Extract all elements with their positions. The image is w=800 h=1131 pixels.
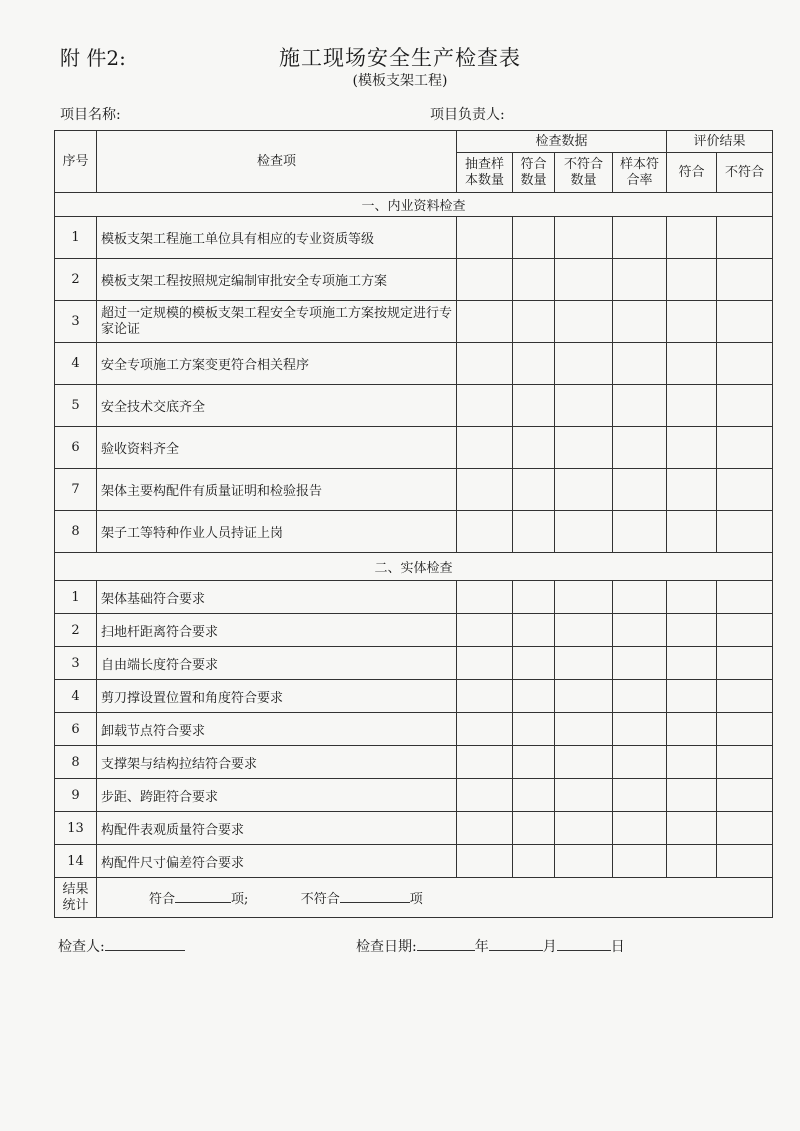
header-conform-rate-line1: 样本符 [620,156,660,172]
table-row [55,845,773,878]
cell-eval-conform[interactable] [667,301,717,343]
summary-nonconform-suffix: 项 [409,892,423,907]
cell-sample-count[interactable] [457,511,513,553]
cell-eval-nonconform[interactable] [717,427,773,469]
summary-label [55,878,97,918]
table-row [55,812,773,845]
cell-eval-nonconform[interactable] [717,343,773,385]
row-item: 验收资料齐全 [97,427,457,469]
header-nonconform-count-line2: 数量 [570,172,597,188]
cell-sample-count[interactable] [457,614,513,647]
cell-nonconform-count[interactable] [555,343,613,385]
cell-eval-conform[interactable] [667,259,717,301]
month-label: 月 [542,939,557,955]
cell-conform-count[interactable] [513,469,555,511]
row-item: 剪刀撑设置位置和角度符合要求 [97,680,457,713]
row-item: 超过一定规模的模板支架工程安全专项施工方案按规定进行专家论证 [97,301,457,343]
row-number: 4 [55,343,97,385]
table-row [55,469,773,511]
inspector-field [58,936,185,956]
header-row-1 [55,131,773,153]
cell-conform-count[interactable] [513,647,555,680]
cell-eval-conform[interactable] [667,343,717,385]
header-sample-count [457,153,513,193]
cell-conform-rate[interactable] [613,259,667,301]
table-row [55,779,773,812]
project-manager-label: 项目负责人: [430,107,505,123]
cell-eval-conform[interactable] [667,614,717,647]
summary-conform-blank[interactable] [175,890,231,903]
cell-sample-count[interactable] [457,845,513,878]
cell-nonconform-count[interactable] [555,779,613,812]
table-row [55,427,773,469]
row-number: 4 [55,680,97,713]
table-row [55,581,773,614]
project-name-label: 项目名称: [60,107,121,123]
row-number: 5 [55,385,97,427]
cell-conform-count[interactable] [513,301,555,343]
cell-eval-nonconform[interactable] [717,469,773,511]
cell-sample-count[interactable] [457,301,513,343]
cell-eval-nonconform[interactable] [717,647,773,680]
cell-conform-rate[interactable] [613,385,667,427]
cell-nonconform-count[interactable] [555,581,613,614]
cell-sample-count[interactable] [457,217,513,259]
header-eval-nonconform: 不符合 [717,153,773,193]
cell-nonconform-count[interactable] [555,259,613,301]
header-evaluation: 评价结果 [667,131,773,153]
table-row [55,680,773,713]
header-nonconform-count [555,153,613,193]
summary-label-line2: 统计 [62,897,89,913]
cell-eval-conform[interactable] [667,746,717,779]
cell-conform-count[interactable] [513,746,555,779]
cell-conform-rate[interactable] [613,713,667,746]
table-row [55,259,773,301]
cell-conform-rate[interactable] [613,845,667,878]
header-eval-conform: 符合 [667,153,717,193]
table-row [55,746,773,779]
cell-conform-rate[interactable] [613,614,667,647]
row-item: 模板支架工程按照规定编制审批安全专项施工方案 [97,259,457,301]
month-blank[interactable] [489,938,543,951]
row-item: 构配件尺寸偏差符合要求 [97,845,457,878]
row-item: 架子工等特种作业人员持证上岗 [97,511,457,553]
row-number: 6 [55,713,97,746]
cell-nonconform-count[interactable] [555,647,613,680]
cell-nonconform-count[interactable] [555,713,613,746]
cell-eval-nonconform[interactable] [717,779,773,812]
header-conform-count-line2: 数量 [520,172,547,188]
summary-label-line1: 结果 [62,881,89,897]
header-sample-count-line1: 抽查样 [464,156,504,172]
table-row [55,301,773,343]
header-conform-rate-line2: 合率 [626,172,653,188]
cell-sample-count[interactable] [457,812,513,845]
table-row [55,511,773,553]
cell-sample-count[interactable] [457,427,513,469]
cell-eval-conform[interactable] [667,647,717,680]
row-item: 卸载节点符合要求 [97,713,457,746]
section-2-title-row [55,553,773,581]
cell-eval-conform[interactable] [667,845,717,878]
cell-nonconform-count[interactable] [555,301,613,343]
cell-nonconform-count[interactable] [555,680,613,713]
table-row [55,713,773,746]
row-number: 8 [55,746,97,779]
cell-eval-conform[interactable] [667,469,717,511]
row-item: 安全专项施工方案变更符合相关程序 [97,343,457,385]
row-item: 模板支架工程施工单位具有相应的专业资质等级 [97,217,457,259]
row-item: 架体基础符合要求 [97,581,457,614]
row-number: 13 [55,812,97,845]
cell-conform-count[interactable] [513,713,555,746]
cell-conform-rate[interactable] [613,647,667,680]
cell-conform-count[interactable] [513,511,555,553]
cell-conform-count[interactable] [513,614,555,647]
header-seq: 序号 [55,131,97,193]
summary-nonconform-prefix: 不符合 [300,892,340,907]
cell-nonconform-count[interactable] [555,511,613,553]
year-blank[interactable] [417,938,475,951]
cell-eval-conform[interactable] [667,713,717,746]
day-blank[interactable] [557,938,611,951]
cell-eval-nonconform[interactable] [717,845,773,878]
cell-eval-conform[interactable] [667,217,717,259]
cell-conform-rate[interactable] [613,746,667,779]
cell-nonconform-count[interactable] [555,812,613,845]
row-number: 3 [55,647,97,680]
cell-conform-rate[interactable] [613,779,667,812]
row-number: 3 [55,301,97,343]
cell-eval-conform[interactable] [667,511,717,553]
row-item: 扫地杆距离符合要求 [97,614,457,647]
cell-conform-rate[interactable] [613,511,667,553]
row-number: 6 [55,427,97,469]
header-conform-count-line1: 符合 [520,156,547,172]
cell-sample-count[interactable] [457,647,513,680]
cell-eval-conform[interactable] [667,812,717,845]
cell-conform-rate[interactable] [613,427,667,469]
section-2-title: 二、实体检查 [55,553,773,581]
cell-nonconform-count[interactable] [555,427,613,469]
cell-eval-nonconform[interactable] [717,581,773,614]
summary-conform-prefix: 符合 [149,892,176,907]
cell-eval-nonconform[interactable] [717,217,773,259]
header-sample-count-line2: 本数量 [464,172,504,188]
row-item: 步距、跨距符合要求 [97,779,457,812]
table-row [55,614,773,647]
header-inspection-data: 检查数据 [457,131,667,153]
summary-nonconform-blank[interactable] [340,890,410,903]
cell-conform-count[interactable] [513,779,555,812]
cell-sample-count[interactable] [457,680,513,713]
cell-conform-rate[interactable] [613,217,667,259]
inspection-table [54,130,773,918]
table-row [55,343,773,385]
cell-conform-count[interactable] [513,812,555,845]
cell-eval-nonconform[interactable] [717,511,773,553]
date-label: 检查日期: [356,939,417,955]
cell-conform-count[interactable] [513,680,555,713]
row-item: 自由端长度符合要求 [97,647,457,680]
header-nonconform-count-line1: 不符合 [563,156,603,172]
cell-conform-count[interactable] [513,427,555,469]
section-1-title-row [55,193,773,217]
summary-conform-suffix: 项; [231,892,249,907]
cell-conform-rate[interactable] [613,812,667,845]
row-number: 1 [55,217,97,259]
row-number: 14 [55,845,97,878]
cell-eval-nonconform[interactable] [717,259,773,301]
summary-row [55,878,773,918]
cell-eval-nonconform[interactable] [717,301,773,343]
row-number: 2 [55,259,97,301]
header-item: 检查项 [97,131,457,193]
row-item: 架体主要构配件有质量证明和检验报告 [97,469,457,511]
row-item: 安全技术交底齐全 [97,385,457,427]
row-number: 2 [55,614,97,647]
cell-eval-conform[interactable] [667,385,717,427]
form-subtitle: (模板支架工程) [352,73,448,89]
cell-sample-count[interactable] [457,581,513,614]
cell-conform-rate[interactable] [613,301,667,343]
cell-eval-nonconform[interactable] [717,614,773,647]
cell-nonconform-count[interactable] [555,217,613,259]
row-number: 7 [55,469,97,511]
table-row [55,647,773,680]
row-item: 支撑架与结构拉结符合要求 [97,746,457,779]
table-row [55,385,773,427]
cell-conform-count[interactable] [513,217,555,259]
cell-conform-count[interactable] [513,385,555,427]
year-label: 年 [474,939,489,955]
summary-content [97,878,773,918]
day-label: 日 [610,939,625,955]
cell-nonconform-count[interactable] [555,746,613,779]
cell-sample-count[interactable] [457,713,513,746]
inspector-blank[interactable] [105,938,185,951]
cell-eval-nonconform[interactable] [717,812,773,845]
cell-sample-count[interactable] [457,343,513,385]
header-conform-rate [613,153,667,193]
cell-conform-rate[interactable] [613,469,667,511]
form-title: 施工现场安全生产检查表 [279,46,521,70]
attachment-label: 附 件2: [60,46,126,70]
cell-nonconform-count[interactable] [555,385,613,427]
cell-eval-nonconform[interactable] [717,680,773,713]
table-row [55,217,773,259]
cell-eval-conform[interactable] [667,680,717,713]
cell-sample-count[interactable] [457,469,513,511]
cell-conform-count[interactable] [513,581,555,614]
header-conform-count [513,153,555,193]
cell-eval-conform[interactable] [667,427,717,469]
inspector-label: 检查人: [58,939,105,955]
cell-nonconform-count[interactable] [555,469,613,511]
cell-conform-rate[interactable] [613,581,667,614]
date-field [356,936,625,956]
cell-conform-rate[interactable] [613,343,667,385]
cell-eval-nonconform[interactable] [717,746,773,779]
cell-sample-count[interactable] [457,385,513,427]
row-number: 9 [55,779,97,812]
cell-sample-count[interactable] [457,779,513,812]
section-1-title: 一、内业资料检查 [55,193,773,217]
row-number: 1 [55,581,97,614]
cell-sample-count[interactable] [457,259,513,301]
row-number: 8 [55,511,97,553]
cell-conform-count[interactable] [513,259,555,301]
cell-sample-count[interactable] [457,746,513,779]
cell-nonconform-count[interactable] [555,614,613,647]
cell-eval-conform[interactable] [667,779,717,812]
cell-eval-nonconform[interactable] [717,713,773,746]
row-item: 构配件表观质量符合要求 [97,812,457,845]
cell-conform-count[interactable] [513,845,555,878]
cell-conform-rate[interactable] [613,680,667,713]
cell-conform-count[interactable] [513,343,555,385]
cell-eval-conform[interactable] [667,581,717,614]
cell-eval-nonconform[interactable] [717,385,773,427]
cell-nonconform-count[interactable] [555,845,613,878]
